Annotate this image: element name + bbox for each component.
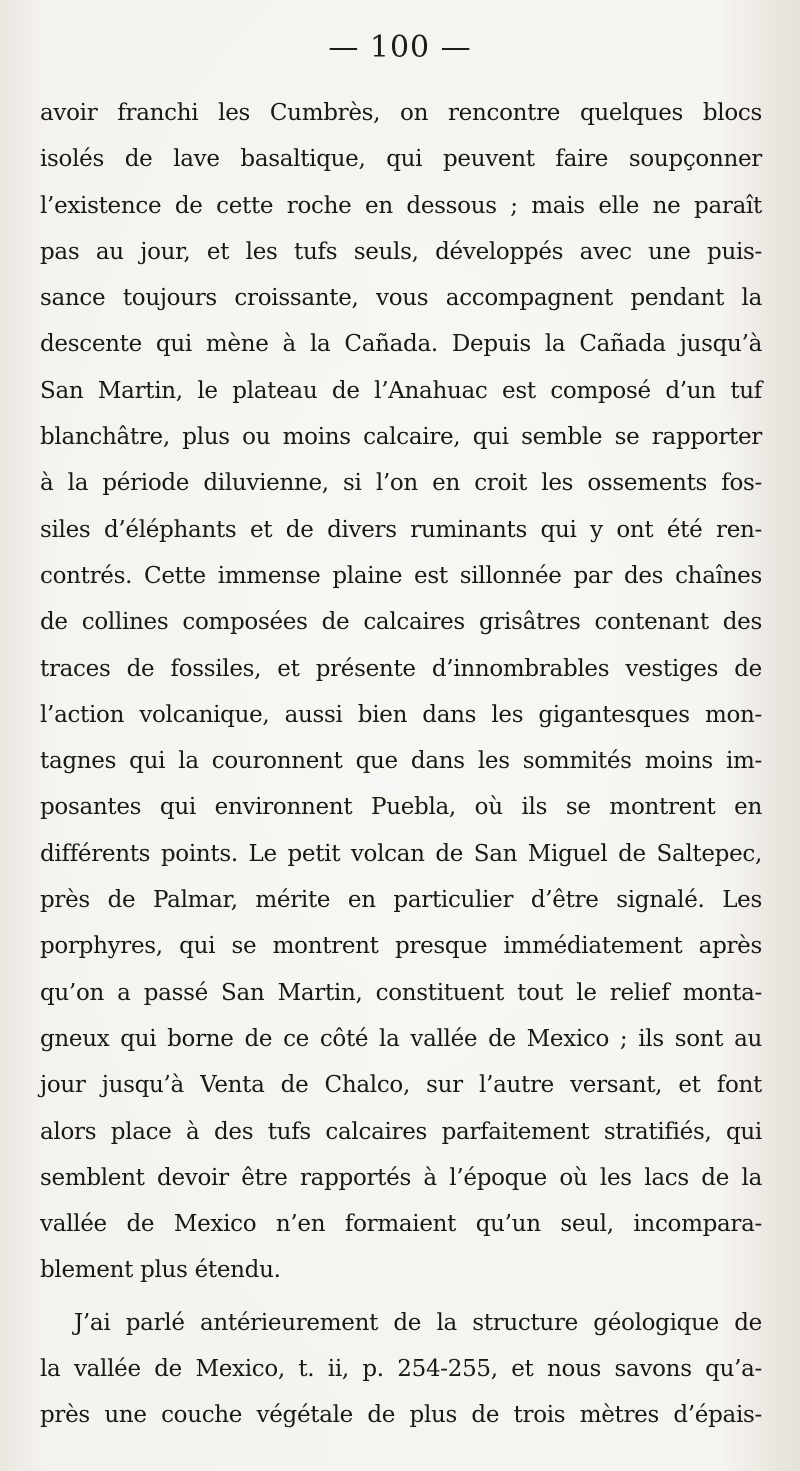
text-line: jour jusqu’à Venta de Chalco, sur l’autre versant, et font [40, 1072, 762, 1099]
paragraph-1 [40, 90, 762, 1294]
text-line: contrés. Cette immense plaine est sillonnée par des chaînes [40, 562, 762, 589]
text-line: à la période diluvienne, si l’on en croit les ossements fos- [40, 470, 762, 497]
text-line: J’ai parlé antérieurement de la structure géologique de [74, 1309, 762, 1336]
text-line: l’existence de cette roche en dessous ; mais elle ne paraît [40, 192, 762, 219]
text-line: isolés de lave basaltique, qui peuvent faire soupçonner [40, 146, 762, 173]
text-line: traces de fossiles, et présente d’innombrables vestiges de [40, 655, 762, 682]
text-line: de collines composées de calcaires grisâtres contenant des [40, 609, 762, 636]
text-line: qu’on a passé San Martin, constituent tout le relief monta- [40, 979, 762, 1006]
text-line: l’action volcanique, aussi bien dans les gigantesques mon- [40, 701, 762, 728]
text-line: semblent devoir être rapportés à l’époque où les lacs de la [40, 1164, 762, 1191]
text-line: porphyres, qui se montrent presque immédiatement après [40, 933, 762, 960]
text-line: sance toujours croissante, vous accompagnent pendant la [40, 285, 762, 312]
text-line: blement plus étendu. [40, 1257, 281, 1284]
text-line: la vallée de Mexico, t. ii, p. 254-255, et nous savons qu’a- [40, 1356, 762, 1383]
text-line: blanchâtre, plus ou moins calcaire, qui semble se rapporter [40, 424, 762, 451]
body-text [40, 90, 762, 1439]
text-line: posantes qui environnent Puebla, où ils se montrent en [40, 794, 762, 821]
text-line: vallée de Mexico n’en formaient qu’un seul, incompara- [40, 1211, 762, 1238]
text-line: alors place à des tufs calcaires parfaitement stratifiés, qui [40, 1118, 762, 1145]
page-number-header: — 100 — [328, 30, 472, 65]
text-line: avoir franchi les Cumbrès, on rencontre quelques blocs [40, 100, 762, 126]
text-line: tagnes qui la couronnent que dans les sommités moins im- [40, 748, 762, 775]
text-line: gneux qui borne de ce côté la vallée de Mexico ; ils sont au [40, 1025, 762, 1052]
paragraph-2 [40, 1300, 762, 1439]
text-line: pas au jour, et les tufs seuls, développés avec une puis- [40, 238, 762, 265]
text-line: près de Palmar, mérite en particulier d’être signalé. Les [40, 887, 762, 914]
text-line: siles d’éléphants et de divers ruminants qui y ont été ren- [40, 516, 762, 543]
text-line: différents points. Le petit volcan de San Miguel de Saltepec, [40, 840, 762, 867]
text-line: San Martin, le plateau de l’Anahuac est composé d’un tuf [40, 377, 762, 404]
text-line: descente qui mène à la Cañada. Depuis la Cañada jusqu’à [40, 331, 762, 358]
text-line: près une couche végétale de plus de trois mètres d’épais- [40, 1402, 762, 1429]
